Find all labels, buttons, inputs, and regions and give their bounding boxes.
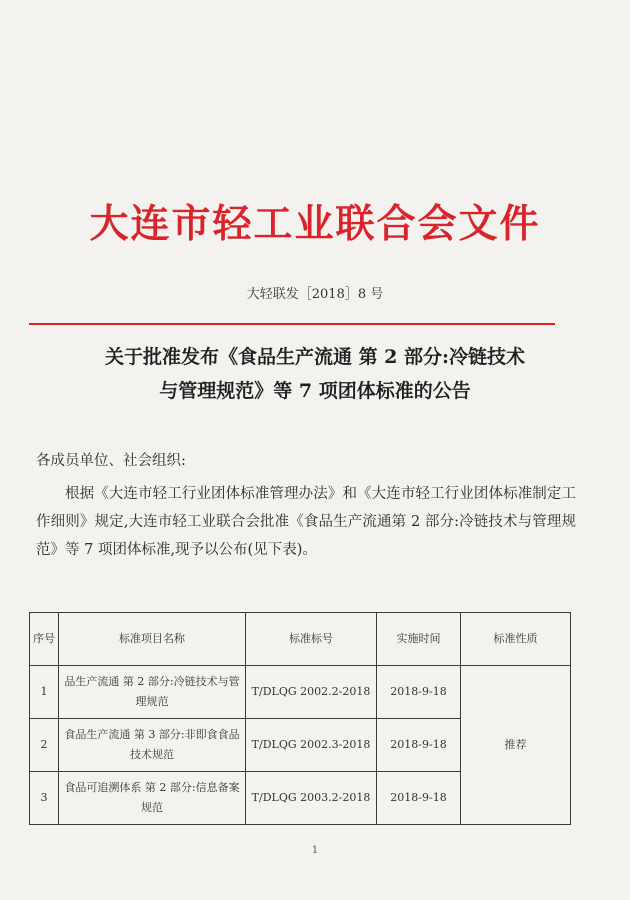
header-code: 标准标号: [246, 613, 377, 666]
table-header-row: [30, 613, 571, 666]
page-number: 1: [311, 845, 319, 856]
row-name: 品生产流通 第 2 部分:冷链技术与管理规范: [59, 666, 246, 719]
header-name: 标准项目名称: [59, 613, 246, 666]
notice-title-line-2: 与管理规范》等 7 项团体标准的公告: [159, 380, 471, 402]
row-code: T/DLQG 2002.3-2018: [246, 719, 377, 772]
notice-title-line-1: 关于批准发布《食品生产流通 第 2 部分:冷链技术: [104, 346, 526, 368]
row-date: 2018-9-18: [377, 772, 461, 825]
body-paragraph: 根据《大连市轻工行业团体标准管理办法》和《大连市轻工行业团体标准制定工作细则》规定,大连市轻工业联合会批准《食品生产流通第 2 部分:冷链技术与管理规范》等 7 项团体标准,现予以公布(见下表)。: [36, 486, 576, 558]
notice-title: [30, 340, 600, 408]
standards-table: [29, 612, 571, 825]
header-seq: 序号: [30, 613, 59, 666]
org-title: 大连市轻工业联合会文件: [89, 201, 541, 247]
red-divider: [29, 323, 555, 325]
table-row: [30, 666, 571, 719]
row-code: T/DLQG 2002.2-2018: [246, 666, 377, 719]
row-code: T/DLQG 2003.2-2018: [246, 772, 377, 825]
row-seq: 2: [30, 719, 59, 772]
row-date: 2018-9-18: [377, 666, 461, 719]
row-name: 食品可追溯体系 第 2 部分:信息备案规范: [59, 772, 246, 825]
row-nature: 推荐: [461, 666, 571, 825]
header-nature: 标准性质: [461, 613, 571, 666]
salutation: 各成员单位、社会组织:: [36, 453, 186, 469]
row-date: 2018-9-18: [377, 719, 461, 772]
row-name: 食品生产流通 第 3 部分:非即食食品技术规范: [59, 719, 246, 772]
header-date: 实施时间: [377, 613, 461, 666]
doc-number: 大轻联发［2018］8 号: [246, 287, 384, 302]
row-seq: 1: [30, 666, 59, 719]
row-seq: 3: [30, 772, 59, 825]
